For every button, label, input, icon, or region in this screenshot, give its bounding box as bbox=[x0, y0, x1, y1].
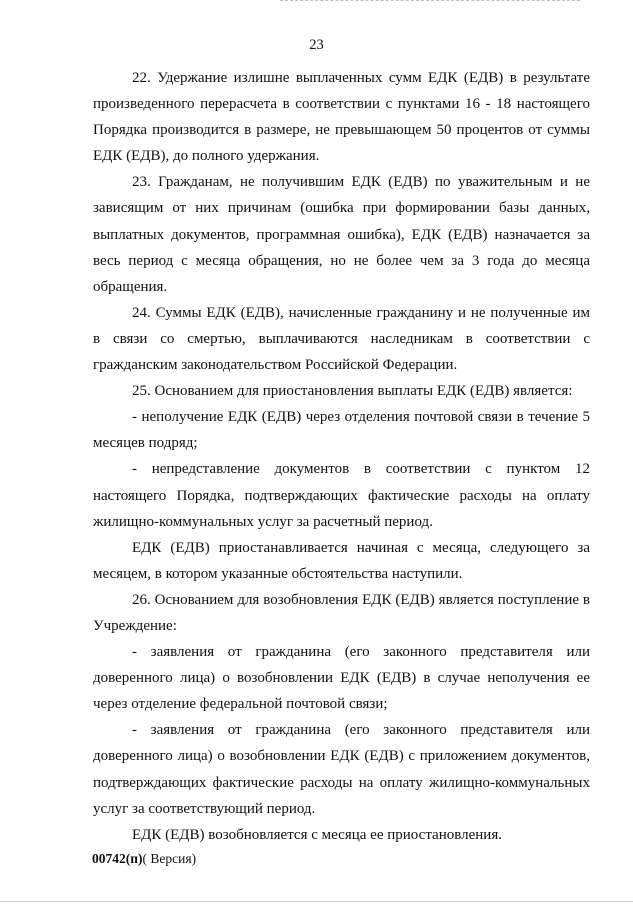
paragraph-25-item-1: - неполучение ЕДК (ЕДВ) через отделения почтовой связи в течение 5 месяцев подряд; bbox=[93, 409, 590, 452]
paragraph-26-item-2: - заявления от гражданина (его законного представителя или доверенного лица) о возобновлении ЕДК (ЕДВ) с приложением документов, подтверждающих фактические расходы на оплату жилищно-коммунальных услуг за соответствующий период. bbox=[93, 722, 590, 817]
scan-edge-top bbox=[280, 0, 580, 2]
footer-code: 00742(п) bbox=[92, 851, 143, 866]
paragraph-22: 22. Удержание излишне выплаченных сумм ЕДК (ЕДВ) в результате произведенного перерасчета в соответствии с пунктами 16 - 18 настоящего Порядка производится в размере, не превышающем 50 процентов от суммы ЕДК (ЕДВ), до полного удержания. bbox=[93, 70, 590, 165]
paragraph-resumption-note: ЕДК (ЕДВ) возобновляется с месяца ее приостановления. bbox=[132, 826, 502, 843]
document-body bbox=[93, 65, 590, 848]
page-number: 23 bbox=[309, 37, 324, 53]
document-footer bbox=[92, 851, 196, 867]
paragraph-24: 24. Суммы ЕДК (ЕДВ), начисленные гражданину и не полученные им в связи со смертью, выплачиваются наследникам в соответствии с гражданским законодательством Российской Федерации. bbox=[93, 304, 590, 374]
paragraph-26-item-1: - заявления от гражданина (его законного представителя или доверенного лица) о возобновлении ЕДК (ЕДВ) в случае неполучения ее через отделение федеральной почтовой связи; bbox=[93, 644, 590, 713]
paragraph-26: 26. Основанием для возобновления ЕДК (ЕДВ) является поступление в Учреждение: bbox=[93, 591, 590, 634]
paragraph-25-item-2: - непредставление документов в соответствии с пунктом 12 настоящего Порядка, подтверждающих фактические расходы на оплату жилищно-коммунальных услуг за расчетный период. bbox=[93, 461, 590, 530]
paragraph-25: 25. Основанием для приостановления выплаты ЕДК (ЕДВ) является: bbox=[132, 383, 573, 400]
paragraph-23: 23. Гражданам, не получившим ЕДК (ЕДВ) по уважительным и не зависящим от них причинам (ошибка при формировании базы данных, выплатных документов, программная ошибка), ЕДК (ЕДВ) назначается за весь период с месяца обращения, но не более чем за 3 года до месяца обращения. bbox=[93, 174, 590, 295]
paragraph-suspension-note: ЕДК (ЕДВ) приостанавливается начиная с месяца, следующего за месяцем, в котором указанные обстоятельства наступили. bbox=[93, 539, 590, 582]
footer-version-label: ( Версия) bbox=[142, 851, 197, 866]
scan-edge-bottom bbox=[0, 901, 633, 903]
